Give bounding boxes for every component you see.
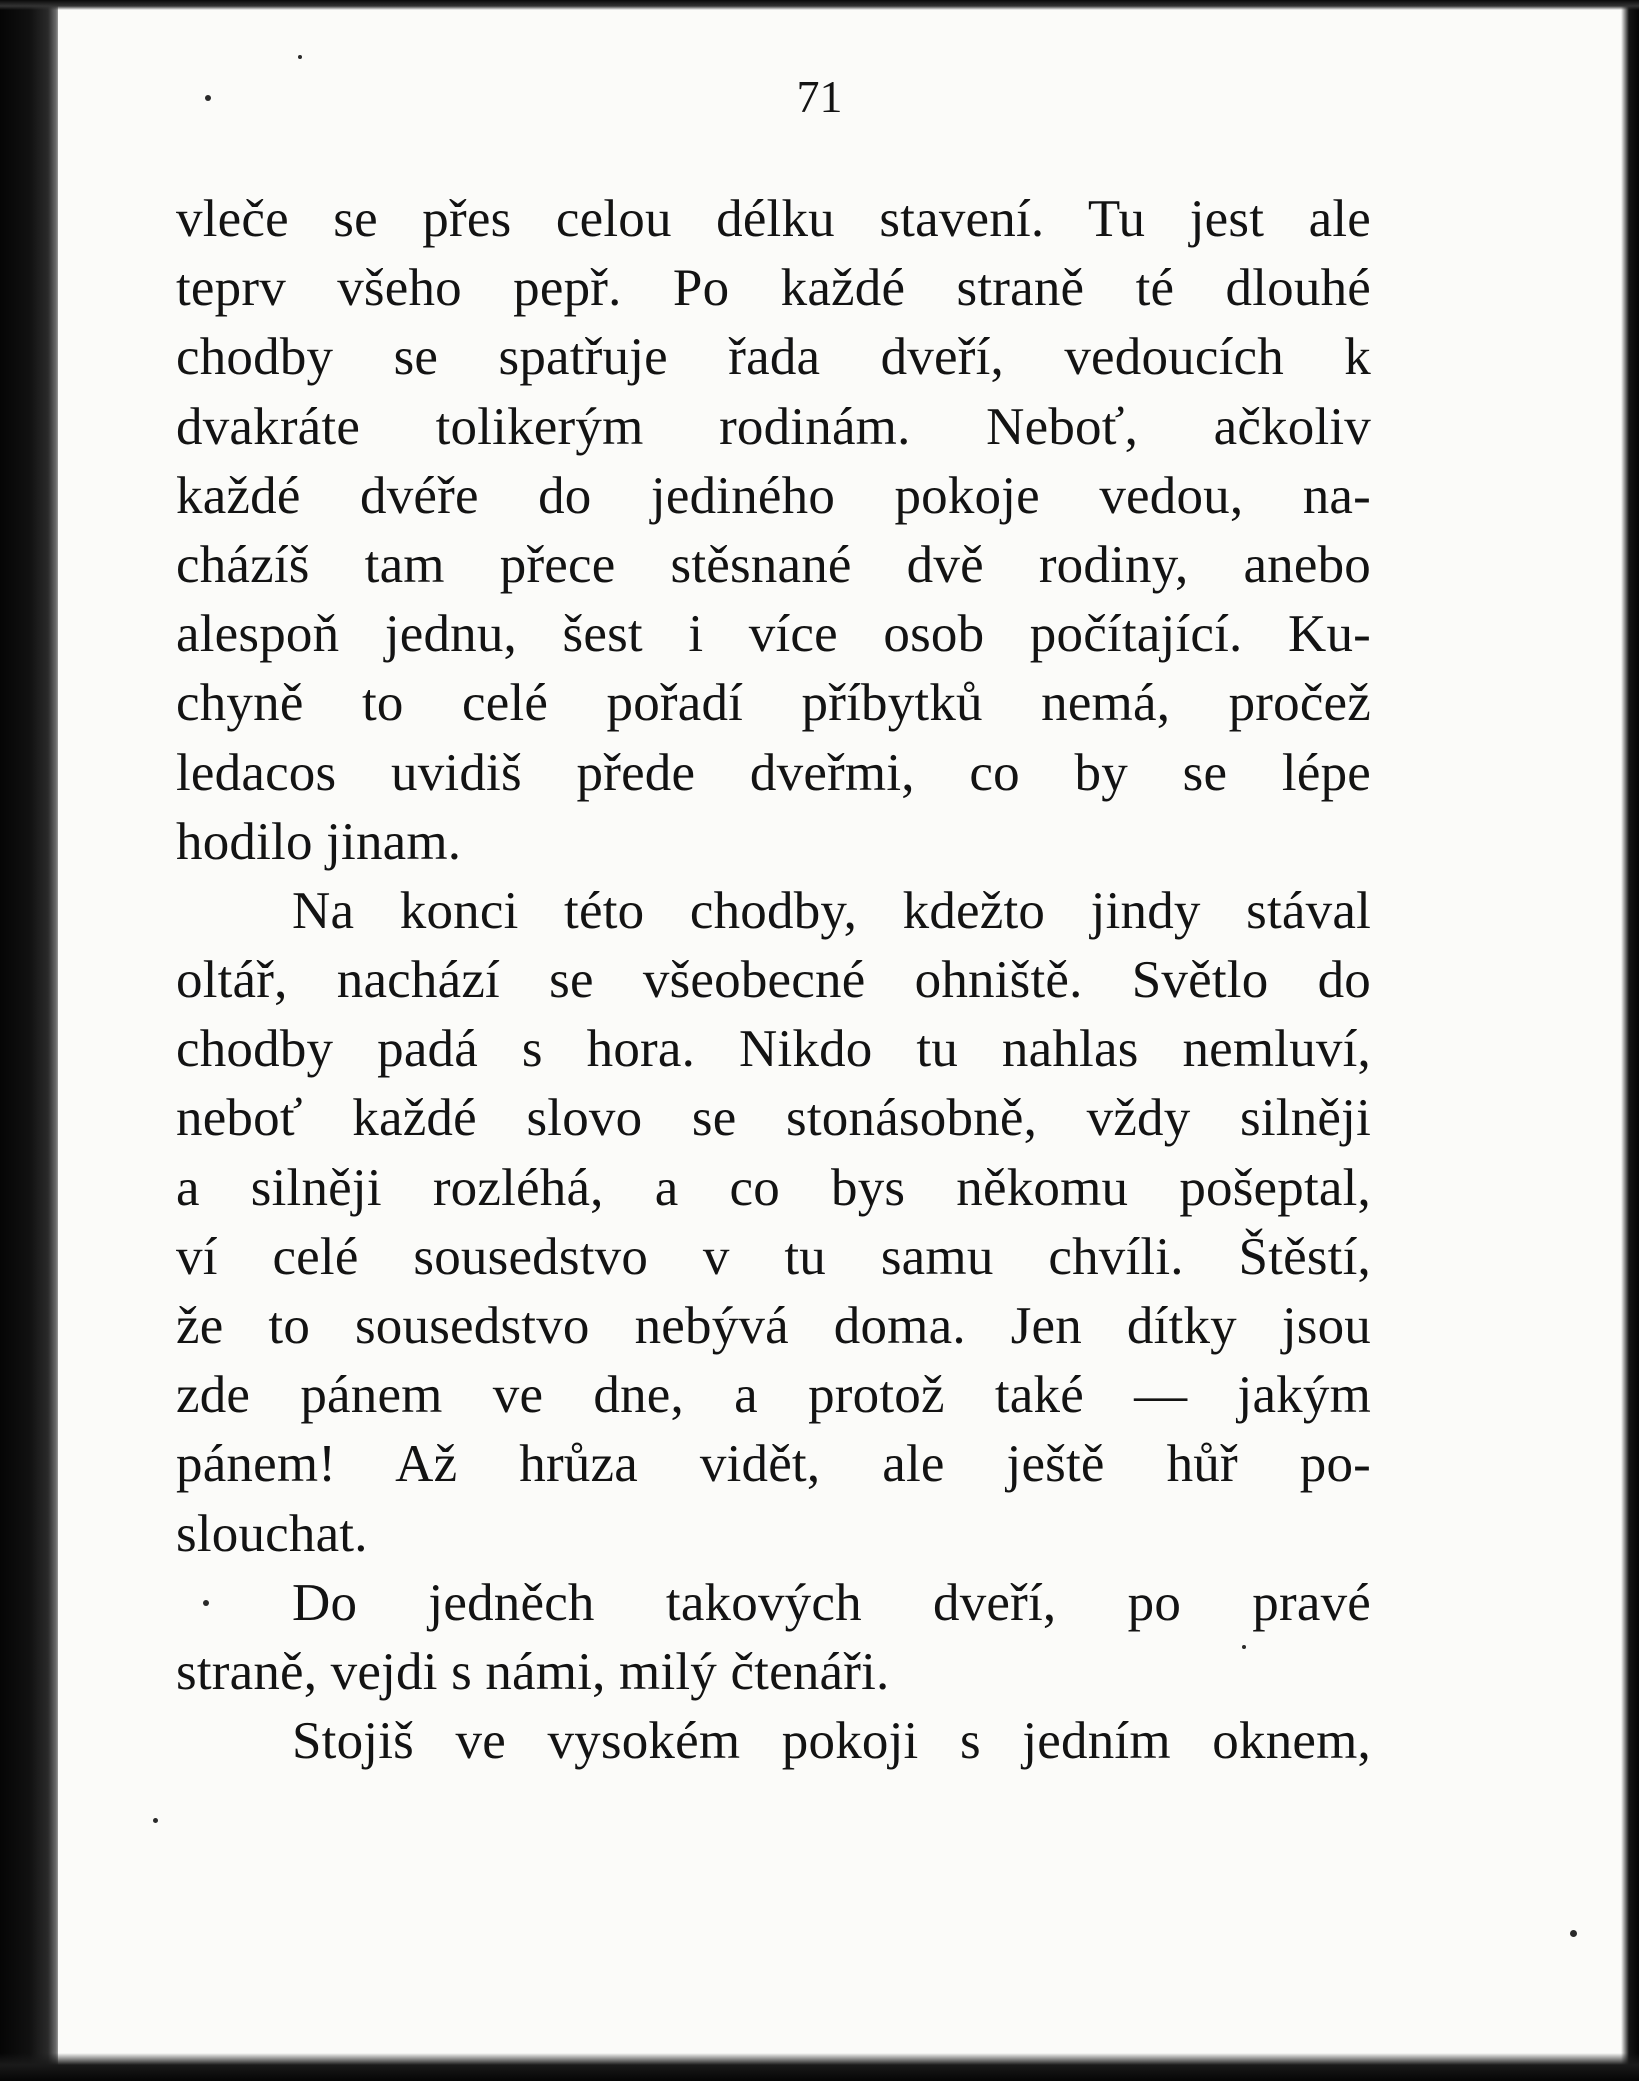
paragraph [176,877,1371,1569]
text-line: cházíš tam přece stěsnané dvě rodiny, anebo [176,535,1371,594]
scan-border-left [0,0,58,2081]
text-line: a silněji rozléhá, a co bys někomu pošeptal, [176,1158,1371,1217]
scan-border-bottom [0,2053,1639,2081]
scan-border-right [1621,0,1639,2081]
paragraph [176,1707,1371,1776]
text-line: neboť každé slovo se stonásobně, vždy silněji [176,1089,1371,1148]
text-line: Stojiš ve vysokém pokoji s jedním oknem, [292,1712,1371,1771]
text-line: slouchat. [176,1504,368,1563]
text-line: chyně to celé pořadí příbytků nemá, pročež [176,674,1371,733]
text-line: alespoň jednu, šest i více osob počítající. Ku- [176,605,1371,664]
dust-speck [298,55,302,59]
paragraph [176,1569,1371,1707]
paragraph [176,185,1371,877]
text-line: oltář, nachází se všeobecné ohniště. Světlo do [176,951,1371,1010]
text-line: dvakráte tolikerým rodinám. Neboť, ačkoliv [176,397,1371,456]
text-line: každé dvéře do jediného pokoje vedou, na- [176,466,1371,525]
page-number: 71 [796,71,843,122]
text-line: straně, vejdi s námi, milý čtenáři. [176,1642,890,1701]
dust-speck [153,1818,158,1823]
body-text [176,185,1371,1776]
text-line: ledacos uvidiš přede dveřmi, co by se lépe [176,743,1371,802]
text-line: ví celé sousedstvo v tu samu chvíli. Štěstí, [176,1227,1371,1286]
text-line: teprv všeho pepř. Po každé straně té dlouhé [176,259,1371,318]
text-line: hodilo jinam. [176,812,462,871]
text-line: chodby padá s hora. Nikdo tu nahlas nemluví, [176,1020,1371,1079]
text-line: Na konci této chodby, kdežto jindy stával [292,881,1371,940]
text-line: vleče se přes celou délku stavení. Tu jest ale [176,190,1371,248]
text-line: chodby se spatřuje řada dveří, vedoucích k [176,328,1371,387]
dust-speck [1570,1930,1577,1937]
text-line: Do jedněch takových dveří, po pravé [292,1573,1371,1632]
text-line: že to sousedstvo nebývá doma. Jen dítky jsou [176,1297,1371,1355]
text-line: pánem! Až hrůza vidět, ale ještě hůř po- [176,1435,1371,1494]
scan-border-top [0,0,1639,10]
text-line: zde pánem ve dne, a protož také — jakým [176,1366,1371,1425]
